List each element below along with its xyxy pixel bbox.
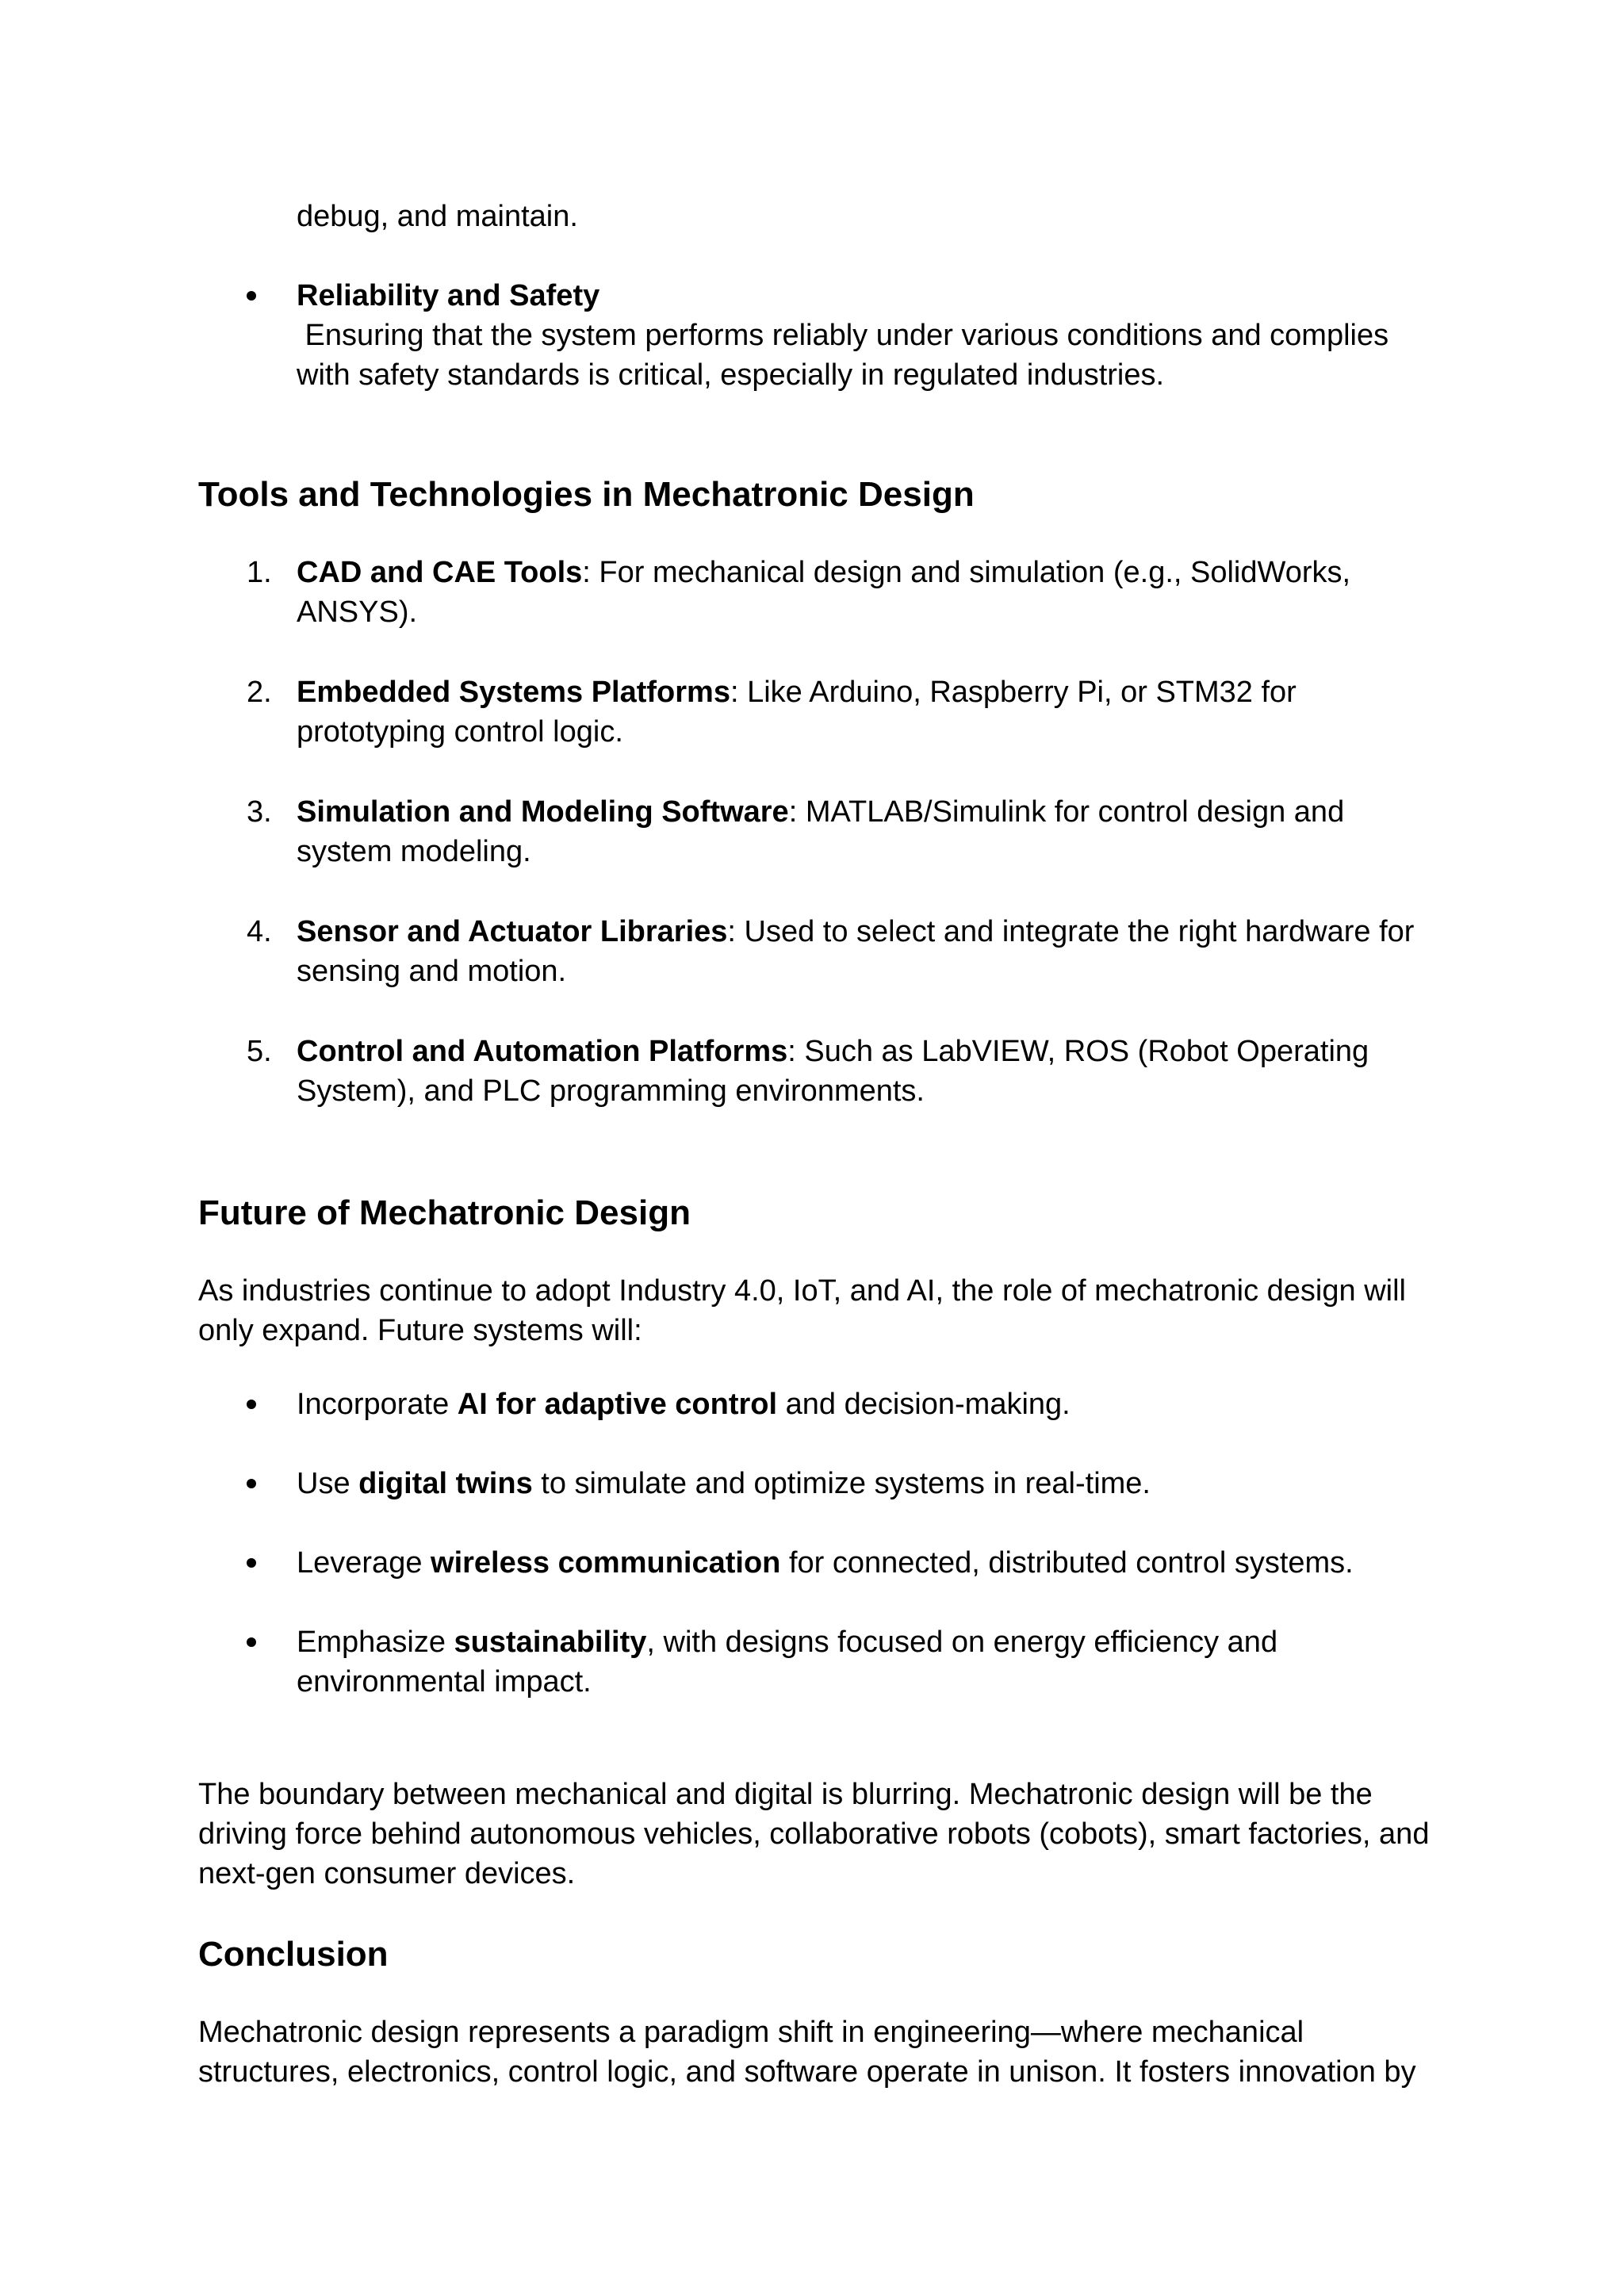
bullet-icon <box>247 1558 256 1568</box>
item-lead: Embedded Systems Platforms <box>297 676 730 709</box>
bullet-icon <box>247 1479 256 1488</box>
continuation-text: debug, and maintain. <box>297 200 578 233</box>
intro-line: As industries continue to adopt Industry 4.0, IoT, and AI, the role of mechatronic design will <box>198 1274 1406 1308</box>
numbered-item <box>198 553 1435 632</box>
numbered-item <box>198 912 1435 991</box>
item-number: 5. <box>247 1035 272 1068</box>
bullet-item <box>198 1622 1435 1702</box>
section-heading-tools: Tools and Technologies in Mechatronic Design <box>198 475 975 514</box>
item-text-line: sensing and motion. <box>297 955 567 988</box>
item-text: : For mechanical design and simulation (e.g., SolidWorks, <box>582 556 1351 589</box>
bullet-text: , with designs focused on energy efficiency and <box>646 1626 1278 1659</box>
intro-line: only expand. Future systems will: <box>198 1314 642 1347</box>
bullet-item <box>198 1384 1435 1424</box>
item-text: : Used to select and integrate the right hardware for <box>727 915 1415 948</box>
bullet-item <box>198 1464 1435 1503</box>
item-text: : Such as LabVIEW, ROS (Robot Operating <box>787 1035 1369 1068</box>
future-intro <box>198 1271 1435 1350</box>
bullet-bold: sustainability <box>454 1626 647 1659</box>
item-lead: Sensor and Actuator Libraries <box>297 915 728 948</box>
item-number: 2. <box>247 676 272 709</box>
section-heading-future: Future of Mechatronic Design <box>198 1193 691 1232</box>
bullet-bold: wireless communication <box>431 1546 781 1580</box>
item-text: : MATLAB/Simulink for control design and <box>788 795 1345 829</box>
item-text-line: system modeling. <box>297 835 531 868</box>
bullet-bold: digital twins <box>358 1467 533 1500</box>
bullet-bold: AI for adaptive control <box>457 1388 778 1421</box>
item-text-line: prototyping control logic. <box>297 715 623 749</box>
conclusion-text <box>198 2013 1435 2092</box>
item-number: 4. <box>247 915 272 948</box>
item-lead: Control and Automation Platforms <box>297 1035 788 1068</box>
conclusion-line: Mechatronic design represents a paradigm shift in engineering—where mechanical <box>198 2016 1304 2049</box>
bullet-icon <box>247 291 256 301</box>
bullet-text: Use <box>297 1467 359 1500</box>
numbered-item <box>198 1032 1435 1111</box>
closing-line: next-gen consumer devices. <box>198 1857 576 1890</box>
bullet-icon <box>247 1637 256 1647</box>
bullet-text: Leverage <box>297 1546 431 1580</box>
conclusion-line: structures, electronics, control logic, and software operate in unison. It fosters innovation by <box>198 2055 1416 2089</box>
item-lead: CAD and CAE Tools <box>297 556 583 589</box>
bullet-title: Reliability and Safety <box>297 279 600 312</box>
bullet-reliability <box>198 276 1435 395</box>
bullet-icon <box>247 1400 256 1409</box>
bullet-text: for connected, distributed control systems. <box>780 1546 1354 1580</box>
numbered-item <box>198 792 1435 871</box>
bullet-text: to simulate and optimize systems in real-time. <box>532 1467 1151 1500</box>
item-text-line: ANSYS). <box>297 596 418 629</box>
bullet-item <box>198 1543 1435 1583</box>
item-text: : Like Arduino, Raspberry Pi, or STM32 for <box>730 676 1297 709</box>
numbered-item <box>198 672 1435 752</box>
item-number: 3. <box>247 795 272 829</box>
bullet-text-line: with safety standards is critical, especially in regulated industries. <box>297 358 1165 392</box>
future-closing <box>198 1775 1435 1894</box>
section-heading-conclusion: Conclusion <box>198 1935 389 1974</box>
item-lead: Simulation and Modeling Software <box>297 795 789 829</box>
closing-line: driving force behind autonomous vehicles, collaborative robots (cobots), smart factories, and <box>198 1817 1430 1851</box>
bullet-text-line: Ensuring that the system performs reliably under various conditions and complies <box>297 319 1389 352</box>
closing-line: The boundary between mechanical and digital is blurring. Mechatronic design will be the <box>198 1778 1373 1811</box>
bullet-text: Emphasize <box>297 1626 454 1659</box>
bullet-text-line: environmental impact. <box>297 1665 592 1698</box>
item-number: 1. <box>247 556 272 589</box>
bullet-text: and decision-making. <box>777 1388 1071 1421</box>
bullet-text: Incorporate <box>297 1388 458 1421</box>
item-text-line: System), and PLC programming environments. <box>297 1074 925 1108</box>
